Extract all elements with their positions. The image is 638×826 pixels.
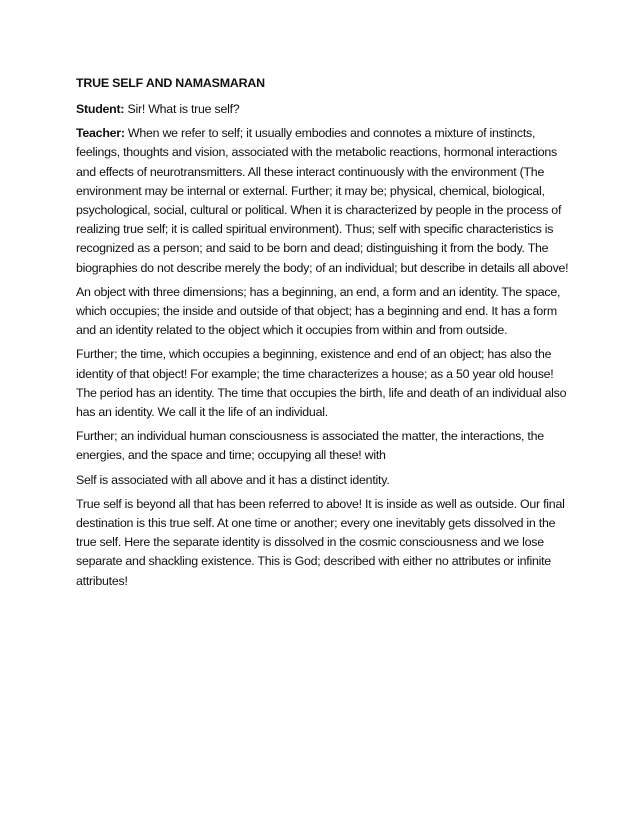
document-body	[76, 74, 572, 596]
paragraph-consciousness: Further; an individual human consciousness is associated the matter, the interactions, the energies, and the space and time; occupying all these! with	[76, 429, 544, 463]
teacher-answer	[76, 124, 572, 278]
paragraph-self-identity: Self is associated with all above and it has a distinct identity.	[76, 472, 390, 487]
teacher-label: Teacher:	[76, 126, 125, 141]
paragraph-time-identity: Further; the time, which occupies a beginning, existence and end of an object; has also the identity of that object! For example; the time characterizes a house; as a 50 year old house! The period has an identity. The time that occupies the birth, life and death of an individual also has an identity. We call it the life of an individual.	[76, 347, 567, 420]
student-question	[76, 100, 572, 119]
teacher-text: When we refer to self; it usually embodies and connotes a mixture of instincts, feelings, thoughts and vision, associated with the metabolic reactions, hormonal interactions and effects of neurotransmitters. All these interact continuously with the environment (The environment may be internal or external. Further; it may be; physical, chemical, biological, psychological, social, cultural or political. When it is characterized by people in the process of realizing true self; it is called spiritual environment). Thus; self with specific characteristics is recognized as a person; and said to be born and dead; distinguishing it from the body. The biographies do not describe merely the body; of an individual; but describe in details all above!	[76, 126, 569, 275]
student-label: Student:	[76, 102, 125, 116]
paragraph-true-self: True self is beyond all that has been referred to above! It is inside as well as outside. Our final destination is this true self. At one time or another; every one inevitably gets dissolved in the true self. Here the separate identity is dissolved in the cosmic consciousness and we lose separate and shackling existence. This is God; described with either no attributes or infinite attributes!	[76, 496, 565, 588]
student-text: Sir! What is true self?	[124, 102, 240, 116]
paragraph-object-dimensions: An object with three dimensions; has a beginning, an end, a form and an identity. The space, which occupies; the inside and outside of that object; has a beginning and end. It has a form and an identity related to the object which it occupies from within and from outside.	[76, 284, 561, 338]
document-title: TRUE SELF AND NAMASMARAN	[76, 76, 265, 90]
